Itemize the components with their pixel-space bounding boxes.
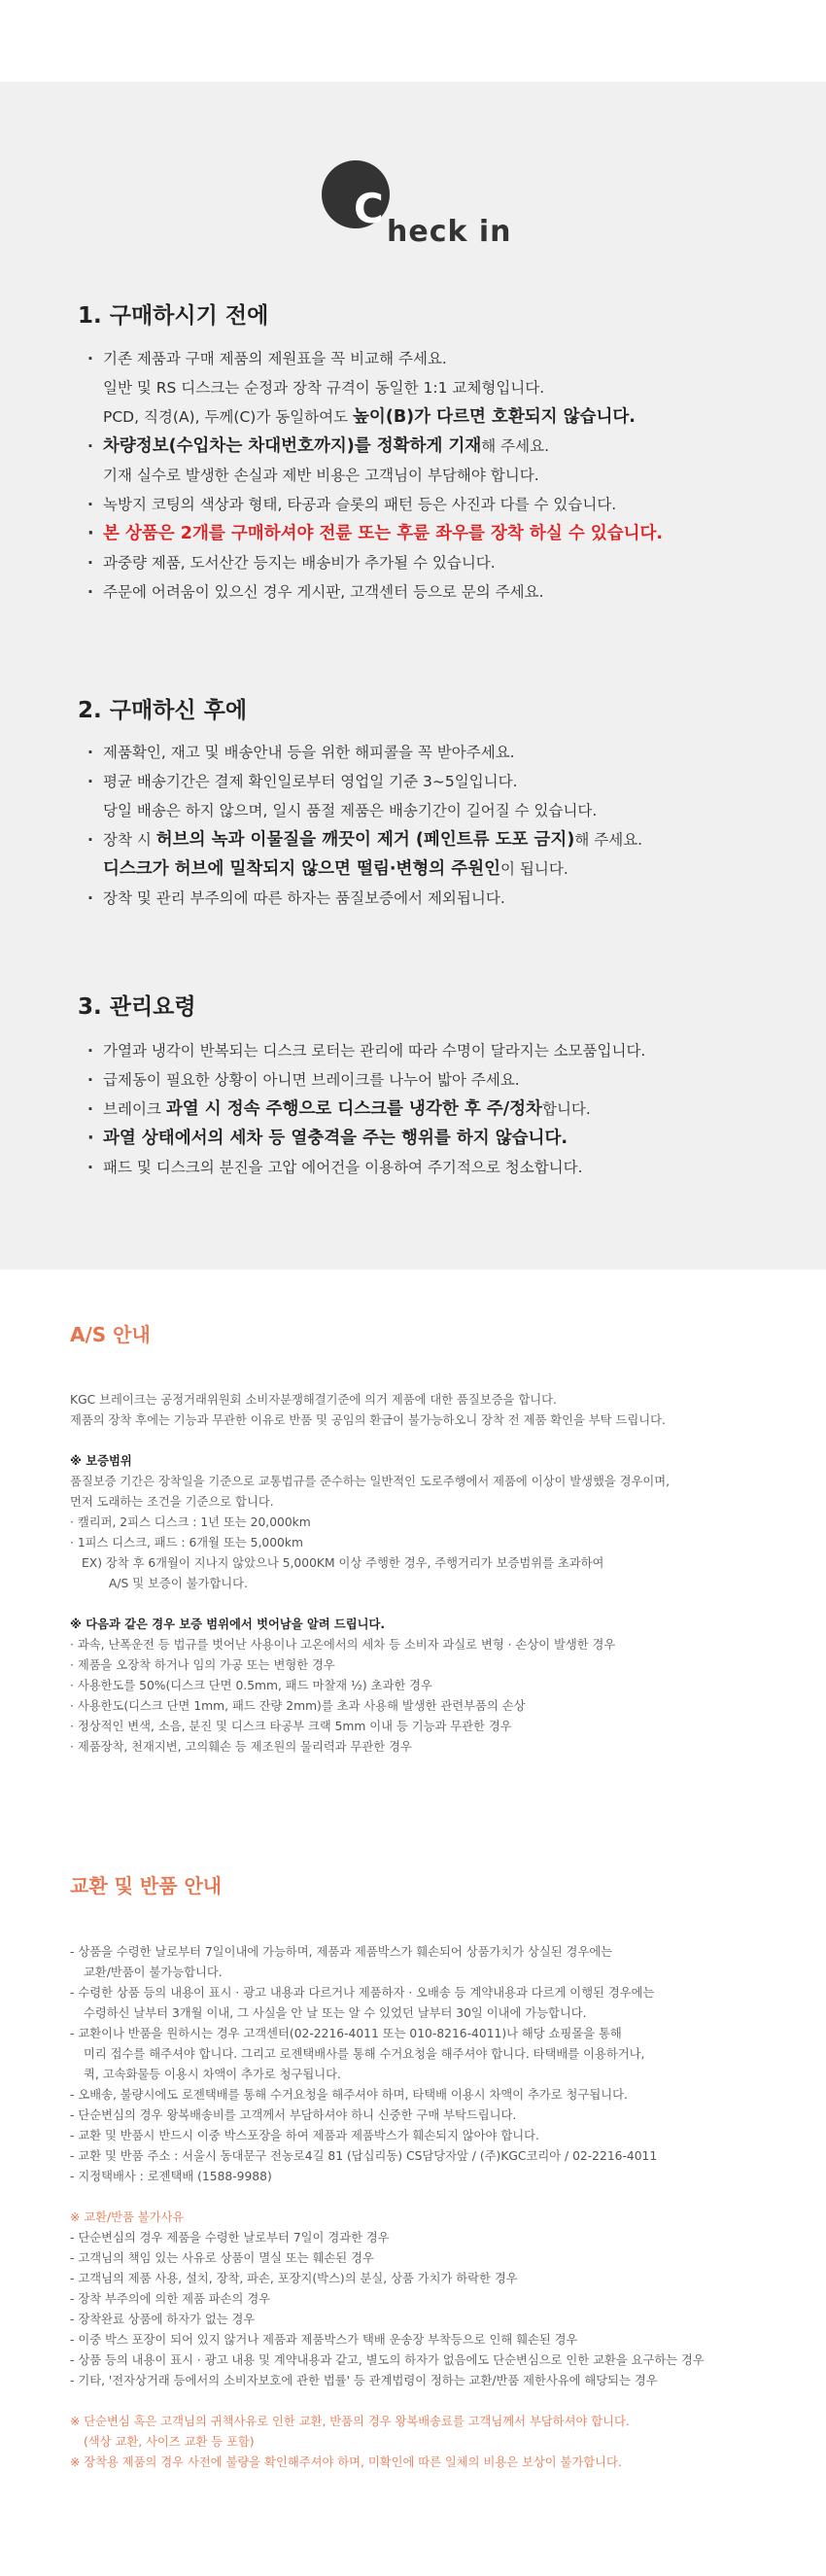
warranty-line: EX) 장착 후 6개월이 지나지 않았으나 5,000KM 이상 주행한 경우, 주행거리가 보증범위를 초과하여	[82, 1556, 604, 1570]
exchange-line: - 지정택배사 : 로젠택배 (1588-9988)	[70, 2170, 272, 2183]
not-allowed-line: - 이중 박스 포장이 되어 있지 않거나 제품과 제품박스가 택배 운송장 부착등으로 인해 훼손된 경우	[70, 2333, 578, 2347]
not-allowed-line: - 기타, '전자상거래 등에서의 소비자보호에 관한 법률' 등 관계법령이 정하는 교환/반품 제한사유에 해당되는 경우	[70, 2374, 658, 2387]
notice-line: ※ 장착용 제품의 경우 사전에 불량을 확인해주셔야 하며, 미확인에 따른 일체의 비용은 보상이 불가합니다.	[70, 2455, 622, 2469]
list-item	[86, 1095, 766, 1124]
warranty-line: A/S 및 보증이 불가합니다.	[109, 1577, 248, 1590]
exchange-line: - 오배송, 불량시에도 로젠택배를 통해 수거요청을 해주셔야 하며, 타택배 이용시 차액이 추가로 청구됩니다.	[70, 2088, 628, 2102]
exclusion-line: · 정상적인 변색, 소음, 분진 및 디스크 타공부 크랙 5mm 이내 등 기능과 무관한 경우	[70, 1720, 512, 1733]
list-item: · 제품확인, 재고 및 배송안내 등을 위한 해피콜을 꼭 받아주세요.	[86, 738, 766, 767]
list-item-text: PCD, 직경(A), 두께(C)가 동일하여도	[103, 408, 354, 426]
warranty-line: · 캘리퍼, 2피스 디스크 : 1년 또는 20,000km	[70, 1515, 311, 1529]
list-item-warning: · 본 상품은 2개를 구매하셔야 전륜 또는 후륜 좌우를 장착 하실 수 있습니다.	[86, 519, 766, 548]
exclusion-heading: ※ 다음과 같은 경우 보증 범위에서 벗어남을 알려 드립니다.	[70, 1618, 386, 1631]
not-allowed-line: - 장착 부주의에 의한 제품 파손의 경우	[70, 2292, 271, 2306]
notice-line: ※ 단순변심 혹은 고객님의 귀책사유로 인한 교환, 반품의 경우 왕복배송료를 고객님께서 부담하셔야 합니다.	[70, 2415, 630, 2428]
section1-title: 1. 구매하시기 전에	[78, 303, 269, 329]
warranty-line: 먼저 도래하는 조건을 기준으로 합니다.	[70, 1495, 274, 1509]
list-item-text: 브레이크	[103, 1100, 166, 1118]
list-item: · 가열과 냉각이 반복되는 디스크 로터는 관리에 따라 수명이 달라지는 소모품입니다.	[86, 1036, 766, 1065]
warranty-line: · 1피스 디스크, 패드 : 6개월 또는 5,000km	[70, 1536, 303, 1549]
section1-list	[86, 344, 766, 607]
list-item: · 주문에 어려움이 있으신 경우 게시판, 고객센터 등으로 문의 주세요.	[86, 577, 766, 607]
exclusion-line: · 사용한도(디스크 단면 1mm, 패드 잔량 2mm)를 초과 사용해 발생한 관련부품의 손상	[70, 1699, 526, 1713]
checkin-logo-c: C	[354, 185, 384, 232]
exchange-line: 교환/반품이 불가능합니다.	[84, 1966, 223, 1979]
not-allowed-line: - 단순변심의 경우 제품을 수령한 날로부터 7일이 경과한 경우	[70, 2231, 390, 2245]
exclusion-line: · 사용한도를 50%(디스크 단면 0.5mm, 패드 마찰재 ½) 초과한 경우	[70, 1679, 432, 1692]
list-item-text: 이 됩니다.	[500, 860, 568, 878]
list-item	[86, 432, 766, 461]
exchange-content	[70, 1942, 809, 2473]
as-intro-line: 제품의 장착 후에는 기능과 무관한 이유로 반품 및 공임의 환급이 불가능하오니 장착 전 제품 확인을 부탁 드립니다.	[70, 1413, 666, 1427]
as-title: A/S 안내	[70, 1323, 151, 1346]
section3-list	[86, 1036, 766, 1182]
list-item	[86, 825, 766, 854]
not-allowed-line: - 고객님의 제품 사용, 설치, 장착, 파손, 포장지(박스)의 분실, 상품 가치가 하락한 경우	[70, 2272, 518, 2285]
not-allowed-heading: ※ 교환/반품 불가사유	[70, 2210, 185, 2224]
spacer	[70, 2187, 809, 2208]
exchange-line: - 수령한 상품 등의 내용이 표시 · 광고 내용과 다르거나 제품하자 · 오배송 등 계약내용과 다르게 이행된 경우에는	[70, 1986, 655, 2000]
list-item: · 과열 상태에서의 세차 등 열충격을 주는 행위를 하지 않습니다.	[86, 1124, 766, 1153]
spacer	[70, 1431, 809, 1451]
section2-title: 2. 구매하신 후에	[78, 698, 248, 723]
list-item: 일반 및 RS 디스크는 순정과 장착 규격이 동일한 1:1 교체형입니다.	[103, 379, 545, 397]
list-item: · 기존 제품과 구매 제품의 제원표을 꼭 비교해 주세요.	[86, 344, 766, 373]
section2-list	[86, 738, 766, 913]
list-item	[86, 402, 766, 432]
list-item	[86, 854, 766, 884]
list-item: · 급제동이 필요한 상황이 아니면 브레이크를 나누어 밟아 주세요.	[86, 1065, 766, 1095]
list-item-emphasis: 차량정보(수입차는 차대번호까지)를 정확하게 기재	[103, 436, 482, 456]
list-item: 기재 실수로 발생한 손실과 제반 비용은 고객님이 부담해야 합니다.	[103, 467, 539, 484]
not-allowed-line: - 상품 등의 내용이 표시 · 광고 내용 및 계약내용과 같고, 별도의 하자가 없음에도 단순변심으로 인한 교환을 요구하는 경우	[70, 2353, 705, 2367]
list-item-emphasis: 디스크가 허브에 밀착되지 않으면 떨림·변형의 주원인	[103, 859, 501, 879]
exchange-line: - 교환 및 반품시 반드시 이중 박스포장을 하여 제품과 제품박스가 훼손되지 않아야 합니다.	[70, 2129, 539, 2142]
exclusion-line: · 과속, 난폭운전 등 법규를 벗어난 사용이나 고온에서의 세차 등 소비자 과실로 변형 · 손상이 발생한 경우	[70, 1638, 616, 1652]
exclusion-line: · 제품을 오장착 하거나 임의 가공 또는 변형한 경우	[70, 1658, 335, 1672]
not-allowed-line: - 장착완료 상품에 하자가 없는 경우	[70, 2313, 256, 2326]
list-item-emphasis: 과열 시 정속 주행으로 디스크를 냉각한 후 주/정차	[165, 1099, 542, 1119]
exchange-line: - 상품을 수령한 날로부터 7일이내에 가능하며, 제품과 제품박스가 훼손되어 상품가치가 상실된 경우에는	[70, 1945, 613, 1959]
exchange-line: 수령하신 날부터 3개월 이내, 그 사실을 안 날 또는 알 수 있었던 날부터 30일 이내에 가능합니다.	[84, 2006, 587, 2020]
list-item: 당일 배송은 하지 않으며, 일시 품절 제품은 배송기간이 길어질 수 있습니다.	[103, 802, 598, 819]
as-intro-line: KGC 브레이크는 공정거래위원회 소비자분쟁해결기준에 의거 제품에 대한 품질보증을 합니다.	[70, 1393, 557, 1407]
warranty-heading: ※ 보증범위	[70, 1454, 132, 1468]
top-margin	[0, 0, 826, 82]
as-content	[70, 1390, 809, 1758]
exchange-line: 퀵, 고속화물등 이용시 차액이 추가로 청구됩니다.	[84, 2068, 341, 2081]
list-item-text: 해 주세요.	[574, 831, 643, 849]
list-item: · 과중량 제품, 도서산간 등지는 배송비가 추가될 수 있습니다.	[86, 548, 766, 577]
section3-title: 3. 관리요령	[78, 994, 196, 1020]
exclusion-line: · 제품장착, 천재지변, 고의훼손 등 제조원의 물리력과 무관한 경우	[70, 1740, 412, 1754]
exchange-line: 미리 접수를 해주셔야 합니다. 그리고 로젠택배사를 통해 수거요청을 해주셔야 합니다. 타택배를 이용하거나,	[84, 2047, 645, 2061]
list-item-emphasis: 높이(B)가 다르면 호환되지 않습니다.	[353, 407, 636, 427]
exchange-title: 교환 및 반품 안내	[70, 1874, 223, 1897]
list-item-text: 해 주세요.	[481, 437, 550, 455]
spacer	[70, 2391, 809, 2412]
list-item: · 녹방지 코팅의 색상과 형태, 타공과 슬롯의 패턴 등은 사진과 다를 수 있습니다.	[86, 490, 766, 519]
exchange-line: - 교환이나 반품을 원하시는 경우 고객센터(02-2216-4011 또는 010-8216-4011)나 해당 쇼핑몰을 통해	[70, 2027, 622, 2040]
list-item: · 평균 배송기간은 결제 확인일로부터 영업일 기준 3~5일입니다.	[86, 767, 766, 796]
list-item-text: 합니다.	[541, 1100, 591, 1118]
list-item: · 장착 및 관리 부주의에 따른 하자는 품질보증에서 제외됩니다.	[86, 884, 766, 913]
not-allowed-line: - 고객님의 책임 있는 사유로 상품이 멸실 또는 훼손된 경우	[70, 2251, 374, 2265]
exchange-line: - 교환 및 반품 주소 : 서울시 동대문구 전농로4길 81 (답십리동) CS담당자앞 / (주)KGC코리아 / 02-2216-4011	[70, 2149, 658, 2163]
list-item-text: 장착 시	[103, 831, 156, 849]
list-item-emphasis: 허브의 녹과 이물질을 깨끗이 제거 (페인트류 도포 금지)	[155, 830, 575, 850]
spacer	[70, 1594, 809, 1615]
checkin-logo-text: heck in	[387, 215, 512, 249]
notice-line: (색상 교환, 사이즈 교환 등 포함)	[84, 2435, 255, 2449]
exchange-line: - 단순변심의 경우 왕복배송비를 고객께서 부담하셔야 하니 신중한 구매 부탁드립니다.	[70, 2108, 517, 2122]
list-item: · 패드 및 디스크의 분진을 고압 에어건을 이용하여 주기적으로 청소합니다.	[86, 1153, 766, 1182]
warranty-line: 품질보증 기간은 장착일을 기준으로 교통법규를 준수하는 일반적인 도로주행에서 제품에 이상이 발생했을 경우이며,	[70, 1475, 671, 1488]
